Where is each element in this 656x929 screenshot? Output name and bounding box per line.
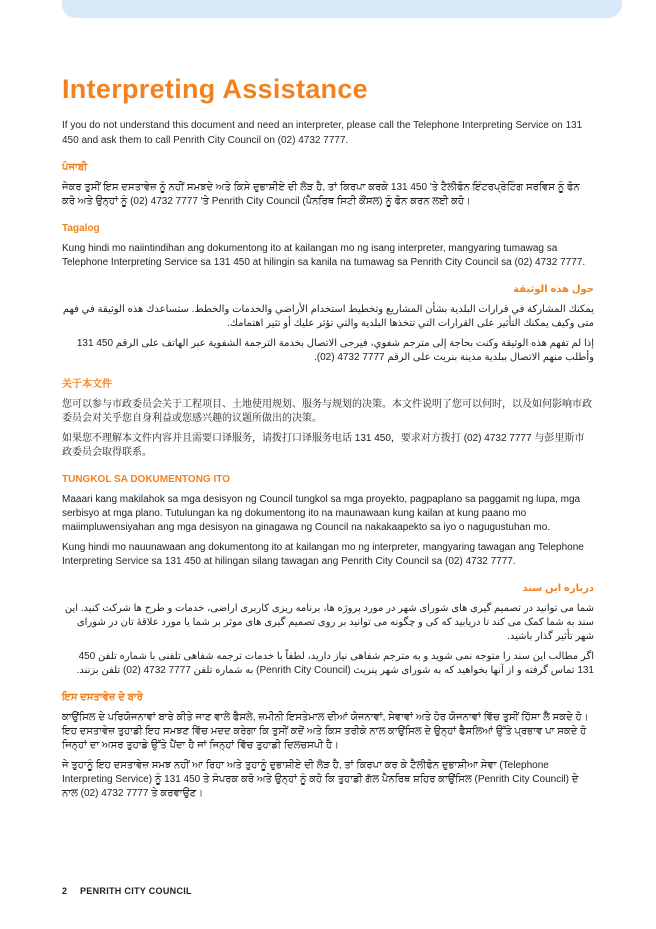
section-punjabi-about bbox=[62, 691, 594, 801]
section-chinese bbox=[62, 378, 594, 460]
section-paragraph: إذا لم تفهم هذه الوثيقة وكنت بحاجة إلى مترجم شفوي، فيرجى الاتصال بخدمة الترجمة الشفوية عبر الهاتف على الرقم 450 131 وأطلب منهم الاتصال ببلدية مدينة بنريث على الرقم 7777 4732 (02). bbox=[76, 338, 594, 363]
section-paragraph: اگر مطالب این سند را متوجه نمی شوید و به مترجم شفاهی نیاز دارید، لطفاً با خدمات ترجمه شفاهی تلفنی با شماره تلفن 450 131 تماس گرفته و از آنها بخواهید که به شورای شهر پنریث (Penrith City Council) به شماره تلفن 7777 4732 (02) تلفن بزنند. bbox=[76, 651, 594, 676]
section-heading: TUNGKOL SA DOKUMENTONG ITO bbox=[62, 474, 230, 485]
section-filipino bbox=[62, 473, 594, 569]
section-punjabi bbox=[62, 161, 594, 209]
section-paragraph: شما می توانید در تصمیم گیری های شورای شهر در مورد پروژه ها، برنامه ریزی کاربری اراضی، خدمات و طرح ها شرکت کنید. این سند به شما کمک می کند تا دریابید که کی و چگونه می توانید بر روی تصمیم گیری های موثر بر شما یا مورد علاقهٔ تان در شورای شهر تأثیر گذار باشید. bbox=[64, 603, 594, 642]
section-heading: درباره این سند bbox=[522, 583, 594, 594]
section-paragraph: Kung hindi mo nauunawaan ang dokumentong ito at kailangan mo ng interpreter, mangyaring tawagan ang Telephone Interpreting Service sa 131 450 at hilingan silang tawagan ang Penrith City Council sa (02) 4732 7777. bbox=[62, 542, 584, 567]
section-paragraph: ਜੇ ਤੁਹਾਨੂੰ ਇਹ ਦਸਤਾਵੇਜ਼ ਸਮਝ ਨਹੀਂ ਆ ਰਿਹਾ ਅਤੇ ਤੁਹਾਨੂੰ ਦੁਭਾਸ਼ੀਏ ਦੀ ਲੋੜ ਹੈ, ਤਾਂ ਕਿਰਪਾ ਕਰ ਕੇ ਟੈਲੀਫੋਨ ਦੁਭਾਸ਼ੀਆ ਸੇਵਾ (Telephone Interpreting Service) ਨੂੰ 131 450 ਤੇ ਸੰਪਰਕ ਕਰੋ ਅਤੇ ਉਨ੍ਹਾਂ ਨੂੰ ਕਹੋ ਕਿ ਤੁਹਾਡੀ ਗੱਲ ਪੈਨਰਿਥ ਸ਼ਹਿਰ ਕਾਉਂਸਿਲ (Penrith City Council) ਦੇ ਨਾਲ (02) 4732 7777 ਤੇ ਕਰਵਾਉਣ। bbox=[62, 760, 579, 799]
section-paragraph: Kung hindi mo naiintindihan ang dokumentong ito at kailangan mo ng isang interpreter, mangyaring tumawag sa Telephone Interpreting Service sa 131 450 at hilingin sa kanila na tumawag sa Penrith City Council sa (02) 4732 7777. bbox=[62, 243, 586, 268]
page-footer bbox=[62, 886, 192, 896]
header-decoration-bar bbox=[62, 0, 622, 18]
page-number: 2 bbox=[62, 886, 68, 896]
section-heading: Tagalog bbox=[62, 223, 100, 234]
section-paragraph: 如果您不理解本文件内容并且需要口译服务，请拨打口译服务电话 131 450，要求对方拨打 (02) 4732 7777 与彭里斯市政委员会取得联系。 bbox=[62, 433, 585, 458]
section-tagalog bbox=[62, 222, 594, 270]
section-arabic bbox=[62, 283, 594, 365]
section-paragraph: يمكنك المشاركة في قرارات البلدية بشأن المشاريع وتخطيط استخدام الأراضي والخدمات والخطط. ستساعدك هذه الوثيقة في فهم متى وكيف يمكنك التأثير على القرارات التي تتخذها البلدية والتي تؤثر عليك أو تثير اهتمامك. bbox=[62, 304, 594, 329]
intro-paragraph: If you do not understand this document and need an interpreter, please call the Telephone Interpreting Service on 131 450 and ask them to call Penrith City Council on (02) 4732 7777. bbox=[62, 120, 583, 146]
footer-org-name: PENRITH CITY COUNCIL bbox=[80, 886, 192, 896]
section-heading: 关于本文件 bbox=[62, 379, 112, 390]
section-persian bbox=[62, 582, 594, 678]
section-paragraph: Maaari kang makilahok sa mga desisyon ng Council tungkol sa mga proyekto, pagpaplano sa paggamit ng lupa, mga serbisyo at mga plano. Tutulungan ka ng dokumentong ito na maunawaan kung kailan at kung paano mo maiimpluwensiyahan ang mga desisyon na ginagawa ng Council na nakakaapekto sa iyo o nagugustuhan mo. bbox=[62, 494, 581, 533]
section-heading: ਪੰਜਾਬੀ bbox=[62, 162, 88, 173]
section-paragraph: 您可以参与市政委员会关于工程项目、土地使用规划、服务与规划的决策。本文件说明了您可以何时，以及如何影响市政委员会对关乎您自身利益或您感兴趣的议题所做出的决策。 bbox=[62, 399, 592, 424]
document-body bbox=[62, 72, 594, 801]
section-paragraph: ਕਾਉਂਸਿਲ ਦੇ ਪਰਿਯੋਜਨਾਵਾਂ ਬਾਰੇ ਕੀਤੇ ਜਾਣ ਵਾਲੇ ਫੈਸਲੇ, ਜ਼ਮੀਨੀ ਇਸਤੇਮਾਲ ਦੀਆਂ ਯੋਜਨਾਵਾਂ, ਸੇਵਾਵਾਂ ਅਤੇ ਹੋਰ ਯੋਜਨਾਵਾਂ ਵਿੱਚ ਤੁਸੀਂ ਹਿੱਸਾ ਲੈ ਸਕਦੇ ਹੋ। ਇਹ ਦਸਤਾਵੇਜ਼ ਤੁਹਾਡੀ ਇਹ ਸਮਝਣ ਵਿੱਚ ਮਦਦ ਕਰੇਗਾ ਕਿ ਤੁਸੀਂ ਕਦੋਂ ਅਤੇ ਕਿਸ ਤਰੀਕੇ ਨਾਲ ਕਾਉਂਸਿਲ ਦੇ ਉਨ੍ਹਾਂ ਫੈਸਲਿਆਂ ਉੱਤੇ ਪ੍ਰਭਾਵ ਪਾ ਸਕਦੇ ਹੋ ਜਿਨ੍ਹਾਂ ਦਾ ਅਸਰ ਤੁਹਾਡੇ ਉੱਤੇ ਪੈਂਦਾ ਹੈ ਜਾਂ ਜਿਨ੍ਹਾਂ ਵਿੱਚ ਤੁਹਾਡੀ ਦਿਲਚਸਪੀ ਹੈ। bbox=[62, 712, 589, 751]
section-paragraph: ਜੇਕਰ ਤੁਸੀਂ ਇਸ ਦਸਤਾਵੇਜ਼ ਨੂੰ ਨਹੀਂ ਸਮਝਦੇ ਅਤੇ ਕਿਸੇ ਦੁਭਾਸ਼ੀਏ ਦੀ ਲੋੜ ਹੈ, ਤਾਂ ਕਿਰਪਾ ਕਰਕੇ 131 450 'ਤੇ ਟੈਲੀਫੋਨ ਇੰਟਰਪ੍ਰੇਟਿੰਗ ਸਰਵਿਸ ਨੂੰ ਫੋਨ ਕਰੋ ਅਤੇ ਉਨ੍ਹਾਂ ਨੂੰ (02) 4732 7777 'ਤੇ Penrith City Council (ਪੈਨਰਿਥ ਸਿਟੀ ਕੌਂਸਲ) ਨੂੰ ਫੋਨ ਕਰਨ ਲਈ ਕਹੋ। bbox=[62, 182, 580, 207]
section-heading: حول هذه الوثيقة bbox=[513, 284, 594, 295]
section-heading: ਇਸ ਦਸਤਾਵੇਜ਼ ਦੇ ਬਾਰੇ bbox=[62, 692, 143, 703]
page-title: Interpreting Assistance bbox=[62, 74, 368, 104]
